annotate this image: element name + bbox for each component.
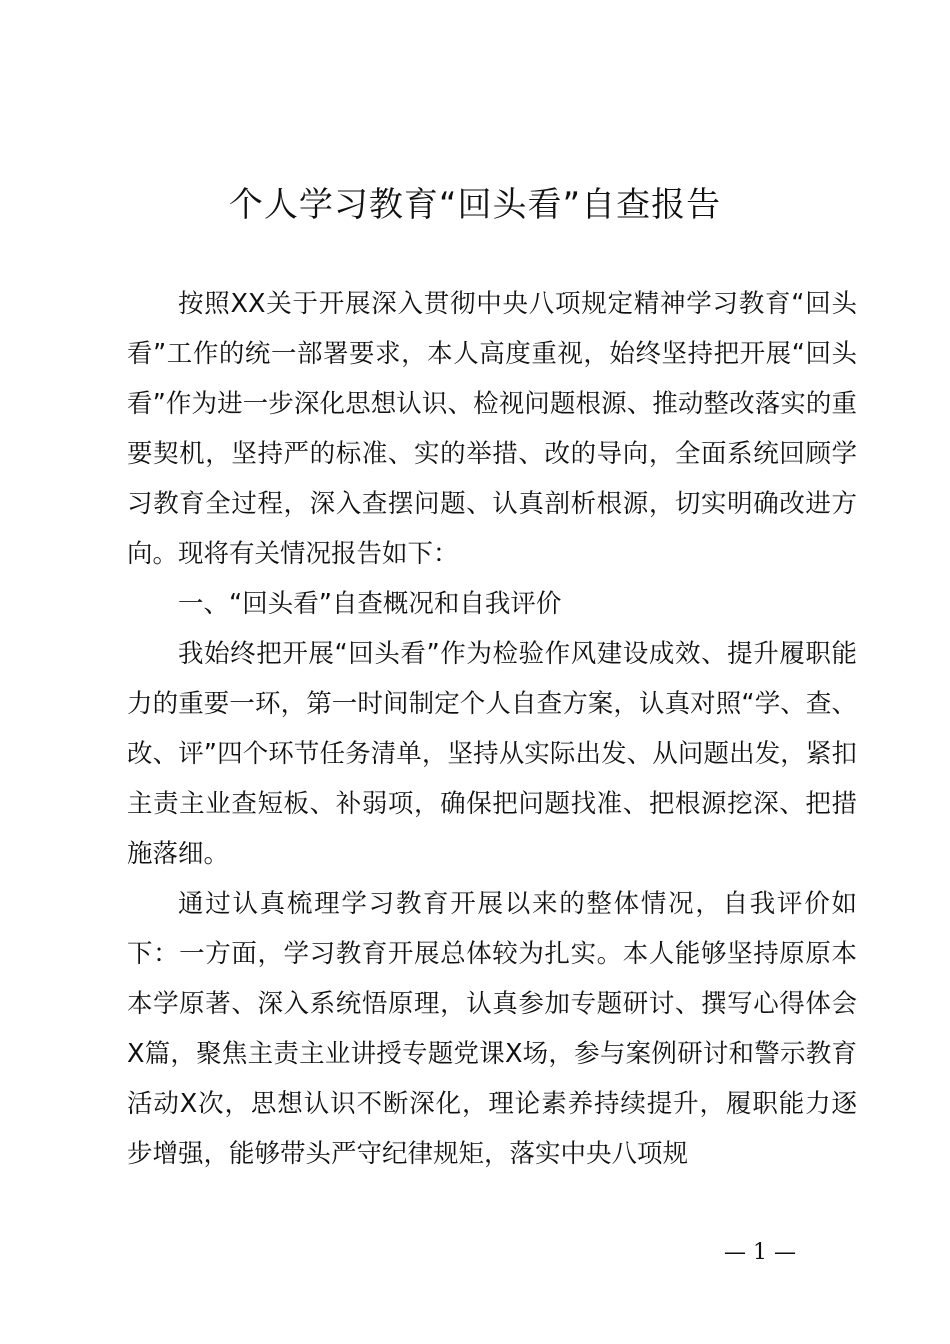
section-heading: 一、“回头看”自查概况和自我评价 [178,589,562,619]
document-title: 个人学习教育“回头看”自查报告 [228,185,722,225]
paragraph-overview: 我始终把开展“回头看”作为检验作风建设成效、提升履职能力的重要一环，第一时间制定个人自查方案，认真对照“学、查、改、评”四个环节任务清单，坚持从实际出发、从问题出发，紧扣主责主业查短板、补弱项，确保把问题找准、把根源挖深、把措施落细。 [127,639,857,869]
paragraph-evaluation: 通过认真梳理学习教育开展以来的整体情况，自我评价如下：一方面，学习教育开展总体较为扎实。本人能够坚持原原本本学原著、深入系统悟原理，认真参加专题研讨、撰写心得体会X篇，聚焦主责主业讲授专题党课X场，参与案例研讨和警示教育活动X次，思想认识不断深化，理论素养持续提升，履职能力逐步增强，能够带头严守纪律规矩，落实中央八项规 [127,889,857,1169]
page-number: — 1 — [724,1240,796,1265]
paragraph-intro: 按照XX关于开展深入贯彻中央八项规定精神学习教育“回头看”工作的统一部署要求，本人高度重视，始终坚持把开展“回头看”作为进一步深化思想认识、检视问题根源、推动整改落实的重要契机，坚持严的标准、实的举措、改的导向，全面系统回顾学习教育全过程，深入查摆问题、认真剖析根源，切实明确改进方向。现将有关情况报告如下： [127,289,857,569]
document-body [127,279,857,1179]
